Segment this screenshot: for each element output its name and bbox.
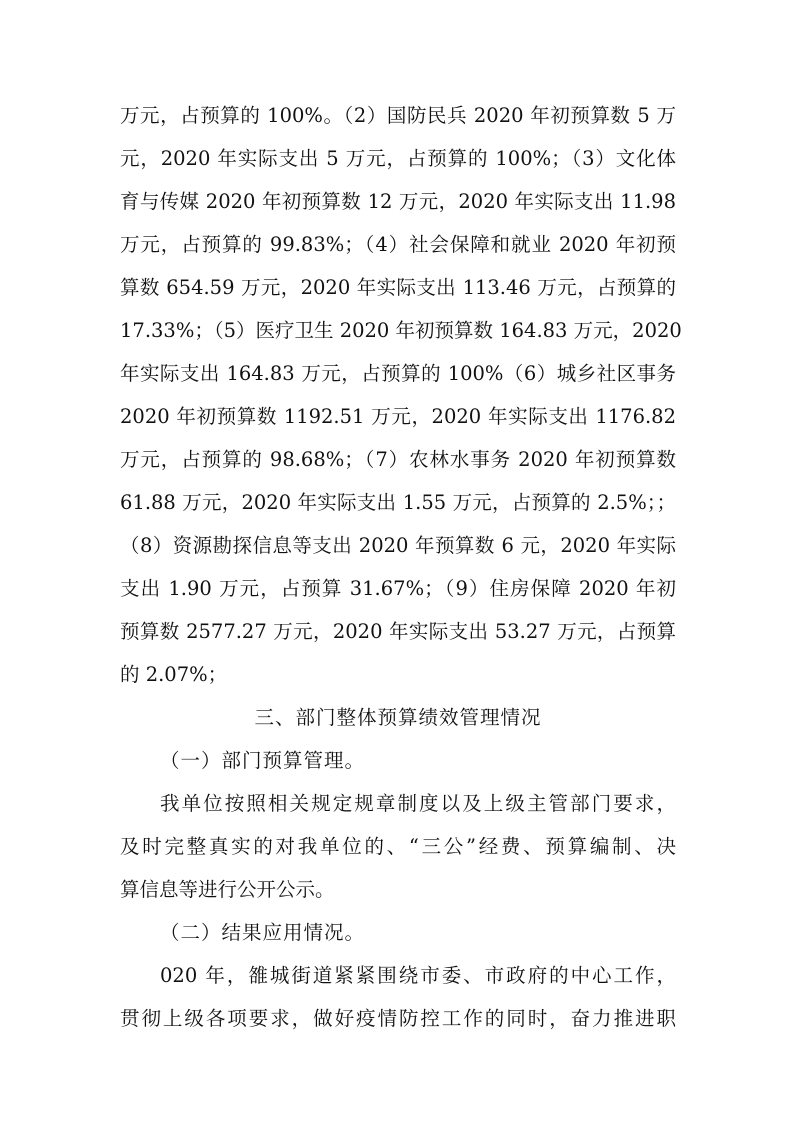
budget-line-6: 17.33%；（5）医疗卫生 2020 年初预算数 164.83 万元，2020 <box>120 319 682 342</box>
subsection-1-line-2: 及时完整真实的对我单位的、“三公”经费、预算编制、决 <box>120 835 676 858</box>
subsection-1-title: （一）部门预算管理。 <box>160 749 366 772</box>
budget-line-12: 支出 1.90 万元，占预算 31.67%；（9）住房保障 2020 年初 <box>120 577 676 600</box>
subsection-1-line-3: 算信息等进行公开公示。 <box>120 878 335 901</box>
budget-line-8: 2020 年初预算数 1192.51 万元，2020 年实际支出 1176.82 <box>120 405 676 428</box>
budget-line-9: 万元，占预算的 98.68%；（7）农林水事务 2020 年初预算数 <box>120 448 676 471</box>
budget-line-11: （8）资源勘探信息等支出 2020 年预算数 6 元，2020 年实际 <box>120 534 676 557</box>
budget-line-14: 的 2.07%； <box>120 663 228 686</box>
budget-line-5: 算数 654.59 万元，2020 年实际支出 113.46 万元，占预算的 <box>120 276 676 299</box>
subsection-2-title: （二）结果应用情况。 <box>160 921 366 944</box>
budget-line-13: 预算数 2577.27 万元，2020 年实际支出 53.27 万元，占预算 <box>120 620 676 643</box>
subsection-1-line-1: 我单位按照相关规定规章制度以及上级主管部门要求， <box>160 792 676 815</box>
subsection-2-line-1: 020 年，雒城街道紧紧围绕市委、市政府的中心工作， <box>160 964 676 987</box>
budget-line-3: 育与传媒 2020 年初预算数 12 万元，2020 年实际支出 11.98 <box>120 190 676 213</box>
subsection-2-line-2: 贯彻上级各项要求，做好疫情防控工作的同时，奋力推进职 <box>120 1007 676 1030</box>
budget-line-1: 万元，占预算的 100%。（2）国防民兵 2020 年初预算数 5 万 <box>120 104 676 127</box>
budget-line-2: 元，2020 年实际支出 5 万元，占预算的 100%；（3）文化体 <box>120 147 676 170</box>
budget-line-4: 万元，占预算的 99.83%；（4）社会保障和就业 2020 年初预 <box>120 233 676 256</box>
budget-line-7: 年实际支出 164.83 万元，占预算的 100%（6）城乡社区事务 <box>120 362 676 385</box>
budget-line-10: 61.88 万元，2020 年实际支出 1.55 万元，占预算的 2.5%；； <box>120 491 676 514</box>
section-heading: 三、部门整体预算绩效管理情况 <box>254 706 542 729</box>
